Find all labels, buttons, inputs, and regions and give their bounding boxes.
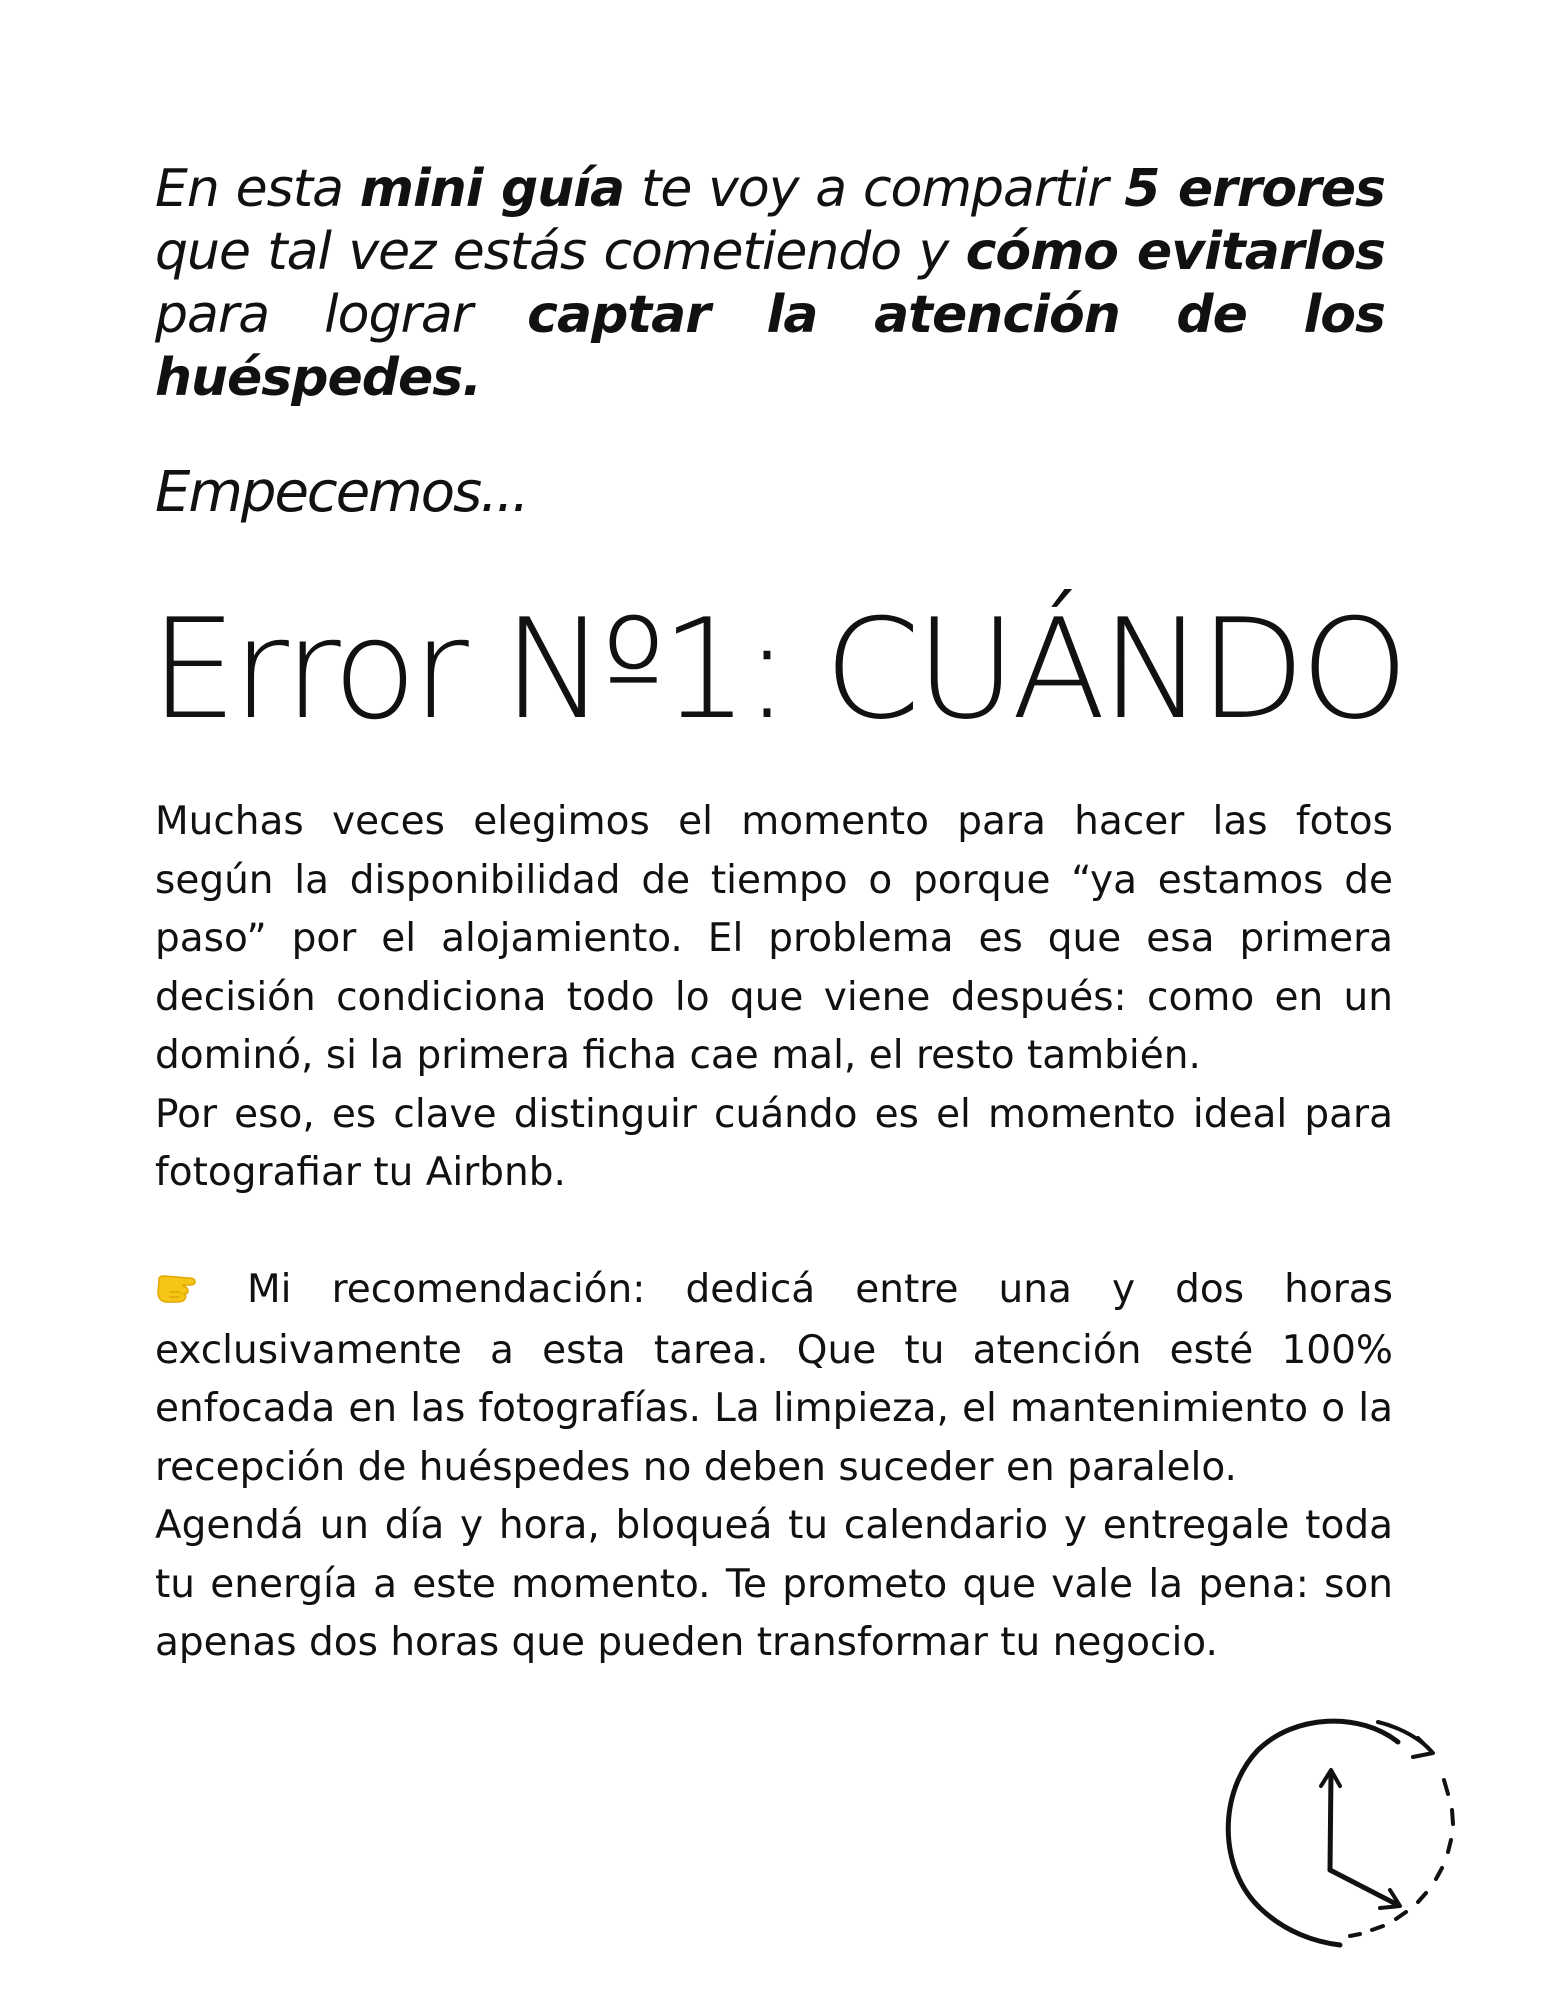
body-paragraph: Agendá un día y hora, bloqueá tu calendario y entregale toda tu energía a este momento. Te prometo que vale la pena: son apenas dos horas que pueden transformar tu negocio.	[155, 1503, 1393, 1665]
start-text: Empecemos...	[155, 460, 528, 525]
body-section-2	[155, 1261, 1393, 1673]
intro-text: En esta	[155, 159, 360, 219]
intro-bold-text: 5 errores	[1124, 159, 1385, 219]
intro-paragraph	[155, 158, 1385, 410]
intro-bold-text: captar la atención de los huéspedes.	[155, 285, 1385, 408]
body-paragraph: Muchas veces elegimos el momento para hacer las fotos según la disponibilidad de tiempo o porque “ya estamos de paso” por el alojamiento. El problema es que esa primera decisión condiciona todo lo que viene después: como en un dominó, si la primera ficha cae mal, el resto también.	[155, 799, 1393, 1078]
recommendation-text: Mi recomendación: dedicá entre una y dos horas exclusivamente a esta tarea. Que tu atención esté 100% enfocada en las fotografías. La limpieza, el mantenimiento o la recepción de huéspedes no deben suceder en paralelo.	[155, 1267, 1393, 1490]
intro-text: que tal vez estás cometiendo y	[155, 222, 966, 282]
clock-icon	[1210, 1700, 1470, 1960]
pointing-hand-icon	[155, 1263, 205, 1322]
intro-text: te voy a compartir	[624, 159, 1125, 219]
intro-text: para lograr	[155, 285, 528, 345]
recommendation-paragraph	[155, 1261, 1393, 1497]
intro-bold-text: mini guía	[359, 159, 625, 219]
body-section-1	[155, 793, 1393, 1203]
body-paragraph: Por eso, es clave distinguir cuándo es el momento ideal para fotografiar tu Airbnb.	[155, 1091, 1393, 1195]
intro-bold-text: cómo evitarlos	[965, 222, 1386, 282]
section-title: Error Nº1: CUÁNDO	[150, 589, 1404, 750]
